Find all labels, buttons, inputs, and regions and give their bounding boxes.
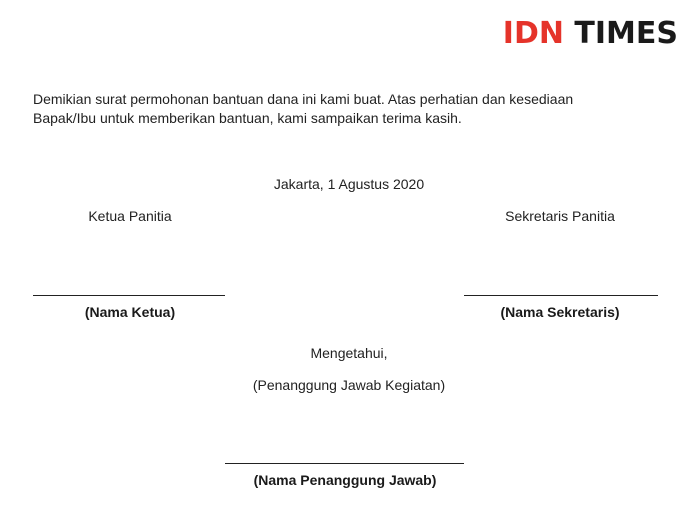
left-signature-line (33, 295, 225, 296)
acknowledgement-name: (Nama Penanggung Jawab) (253, 472, 437, 488)
acknowledgement-signature-line (225, 463, 464, 464)
right-signatory-name: (Nama Sekretaris) (500, 304, 620, 320)
logo-idn-text: IDN (502, 16, 564, 51)
left-signatory-role: Ketua Panitia (88, 208, 172, 224)
logo-times-text: TIMES (574, 16, 678, 51)
left-signatory-name: (Nama Ketua) (84, 304, 176, 320)
idn-times-logo (503, 14, 678, 54)
acknowledgement-label: Mengetahui, (310, 345, 388, 361)
place-date: Jakarta, 1 Agustus 2020 (273, 176, 425, 192)
closing-paragraph: Demikian surat permohonan bantuan dana ini kami buat. Atas perhatian dan kesediaan Bapak/Ibu untuk memberikan bantuan, kami sampaikan terima kasih. (33, 91, 574, 126)
acknowledgement-role: (Penanggung Jawab Kegiatan) (252, 377, 446, 393)
right-signatory-role: Sekretaris Panitia (505, 208, 615, 224)
right-signature-line (464, 295, 658, 296)
